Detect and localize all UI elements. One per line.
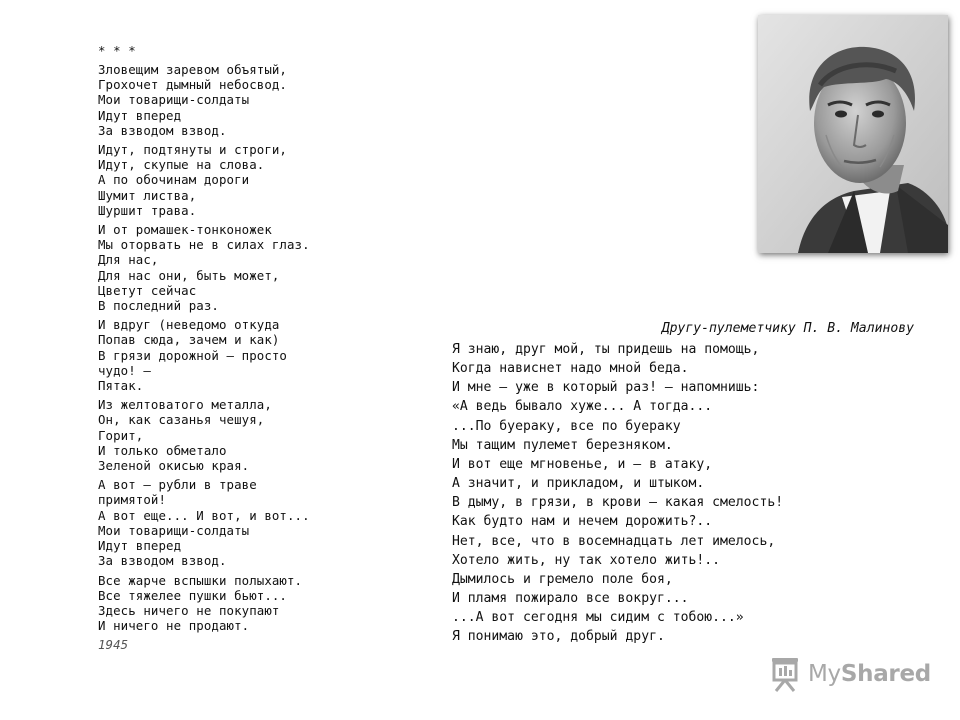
left-poem xyxy=(98,44,398,653)
poem-stanza xyxy=(98,397,398,473)
poem-stanza xyxy=(98,573,398,634)
poem-line: Все жарче вспышки полыхают. xyxy=(98,572,303,588)
poem-line: За взводом взвод. xyxy=(98,553,227,569)
poem-year: 1945 xyxy=(98,637,129,653)
poem-line: Хотело жить, ну так хотело жить!.. xyxy=(452,552,721,568)
author-portrait xyxy=(758,15,948,253)
poem-line: Мои товарищи-солдаты xyxy=(98,522,250,538)
poem-line: И пламя пожирало все вокруг... xyxy=(452,591,689,607)
poem-line: Идут, подтянуты и строги, xyxy=(98,142,287,158)
poem-line: Он, как сазанья чешуя, xyxy=(98,412,265,428)
poem-line: А вот еще... И вот, и вот... xyxy=(98,507,310,523)
watermark-text-my: My xyxy=(808,661,841,687)
poem-line: В дыму, в грязи, в крови – какая смелость! xyxy=(452,495,784,511)
poem-stanza xyxy=(98,317,398,393)
watermark-text-shared: Shared xyxy=(840,661,931,687)
poem-stanza xyxy=(98,477,398,568)
poem-line: Идут, скупые на слова. xyxy=(98,157,265,173)
poem-line: Для нас они, быть может, xyxy=(98,267,280,283)
poem-line: чудо! – xyxy=(98,362,151,378)
poem-line: Зеленой окисью края. xyxy=(98,458,250,474)
watermark-brand xyxy=(808,661,931,687)
poem-line: ...По буераку, все по буераку xyxy=(452,418,681,434)
portrait-image xyxy=(758,15,948,253)
poem-line: А по обочинам дороги xyxy=(98,172,250,188)
poem-line: ...А вот сегодня мы сидим с тобою...» xyxy=(452,610,744,626)
presentation-board-icon xyxy=(768,656,802,692)
poem-line: Я понимаю это, добрый друг. xyxy=(452,629,665,645)
poem-line: Пятак. xyxy=(98,378,144,394)
right-poem-lines xyxy=(452,340,922,647)
poem-line: Все тяжелее пушки бьют... xyxy=(98,587,287,603)
poem-line: И от ромашек-тонконожек xyxy=(98,222,272,238)
poem-stanza xyxy=(98,62,398,138)
myshared-watermark xyxy=(768,654,931,694)
right-poem xyxy=(452,320,922,647)
poem-line: За взводом взвод. xyxy=(98,122,227,138)
poem-stanza xyxy=(98,142,398,218)
poem-line: Для нас, xyxy=(98,252,159,268)
poem-line: И ничего не продают. xyxy=(98,618,250,634)
poem-line: Шуршит трава. xyxy=(98,202,197,218)
poem-line: Шумит листва, xyxy=(98,187,197,203)
poem-line: В грязи дорожной – просто xyxy=(98,347,287,363)
poem-line: примятой! xyxy=(98,492,167,508)
poem-stanza xyxy=(98,222,398,313)
poem-line: Я знаю, друг мой, ты придешь на помощь, xyxy=(452,342,760,357)
poem-line: А значит, и прикладом, и штыком. xyxy=(452,476,705,492)
poem-line: Как будто нам и нечем дорожить?.. xyxy=(452,514,713,530)
poem-line: «А ведь бывало хуже... А тогда... xyxy=(452,399,713,415)
poem-line: Мы оторвать не в силах глаз. xyxy=(98,237,310,253)
poem-line: Горит, xyxy=(98,427,144,443)
poem-line: Попав сюда, зачем и как) xyxy=(98,332,280,348)
poem-line: И только обметало xyxy=(98,442,227,458)
poem-line: Мы тащим пулемет березняком. xyxy=(452,437,673,453)
poem-line: Идут вперед xyxy=(98,107,182,123)
poem-line: И мне – уже в который раз! – напомнишь: xyxy=(452,380,760,396)
poem-line: Здесь ничего не покупают xyxy=(98,602,280,618)
poem-line: Когда нависнет надо мной беда. xyxy=(452,361,689,377)
poem-line: Идут вперед xyxy=(98,538,182,554)
poem-line: В последний раз. xyxy=(98,298,219,314)
poem-line: И вдруг (неведомо откуда xyxy=(98,317,280,333)
poem-line: Мои товарищи-солдаты xyxy=(98,92,250,108)
poem-line: Из желтоватого металла, xyxy=(98,397,272,413)
poem-line: Грохочет дымный небосвод. xyxy=(98,77,287,93)
poem-heading-stars: * * * xyxy=(98,43,136,58)
poem-line: Зловещим заревом объятый, xyxy=(98,62,287,77)
poem-line: Цветут сейчас xyxy=(98,282,197,298)
poem-line: А вот – рубли в траве xyxy=(98,477,257,493)
poem-line: Нет, все, что в восемнадцать лет имелось, xyxy=(452,533,776,549)
left-poem-stanzas xyxy=(98,62,398,633)
poem-dedication: Другу-пулеметчику П. В. Малинову xyxy=(661,321,914,336)
poem-line: И вот еще мгновенье, и – в атаку, xyxy=(452,456,713,472)
poem-line: Дымилось и гремело поле боя, xyxy=(452,571,673,587)
